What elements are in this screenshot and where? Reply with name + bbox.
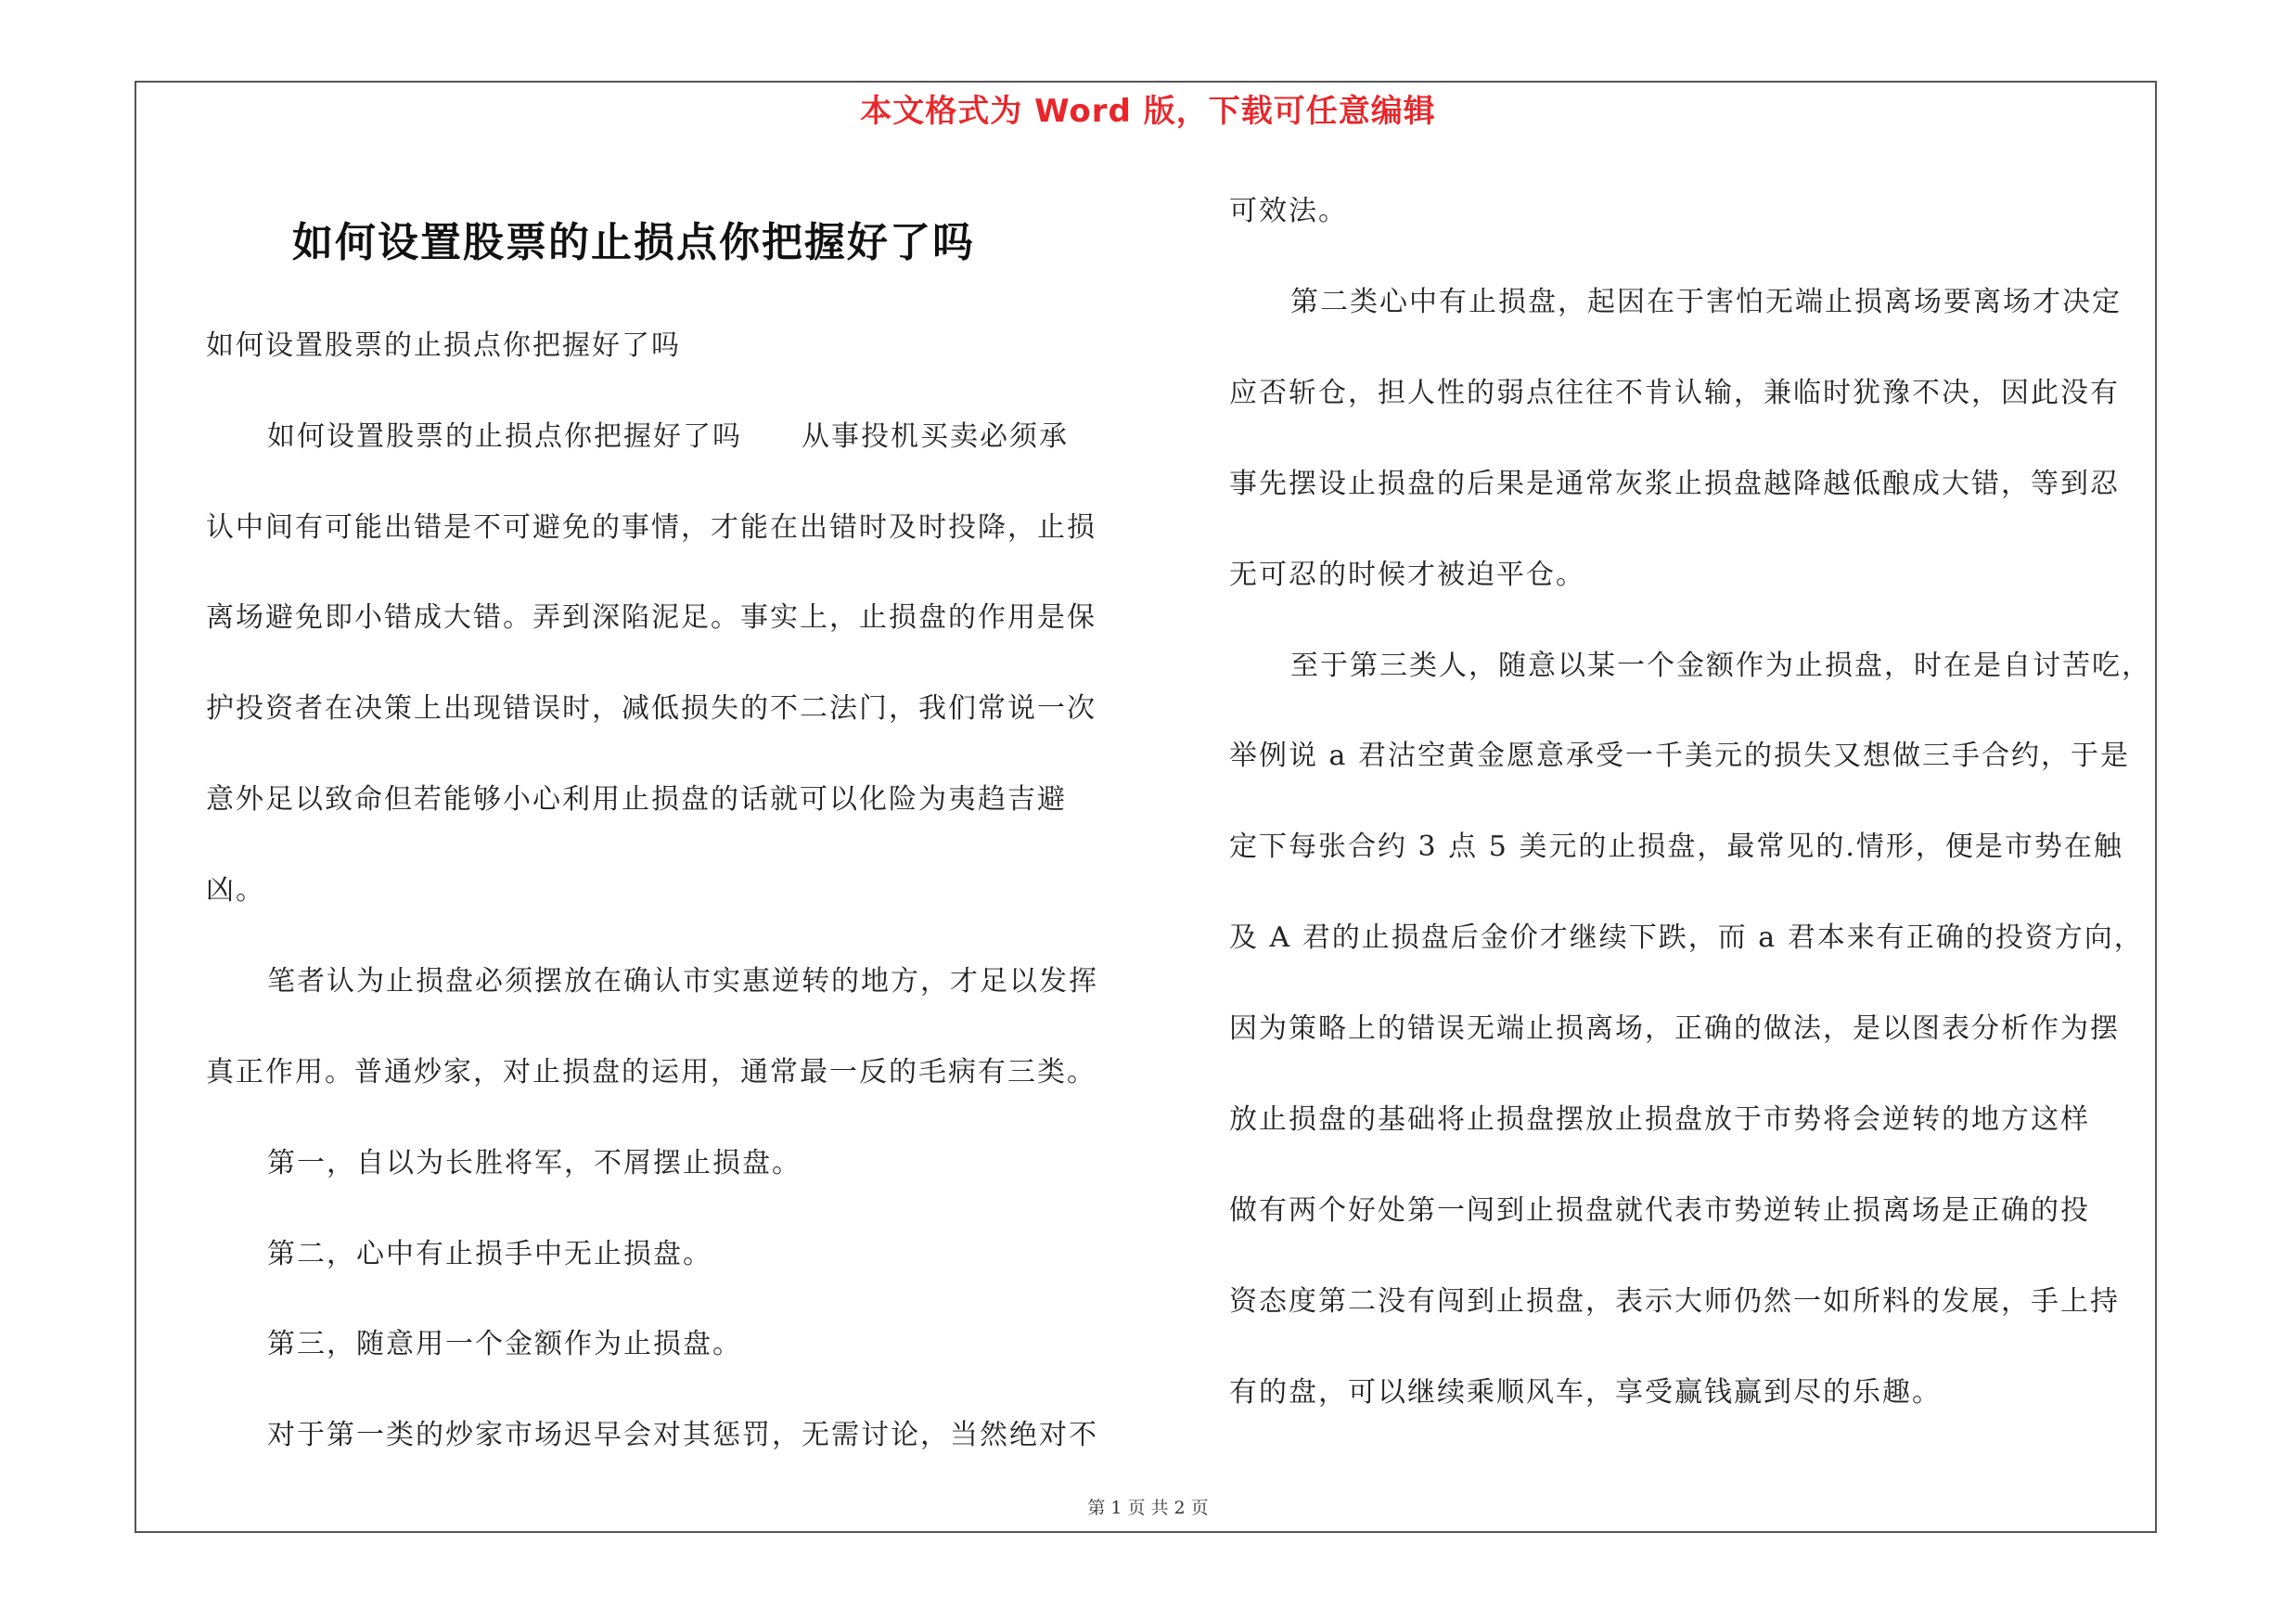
format-banner: 本文格式为 Word 版，下载可任意编辑 bbox=[860, 93, 1436, 130]
paragraph-line: 及 A 君的止损盘后金价才继续下跌，而 a 君本来有正确的投资方向， bbox=[1229, 921, 2144, 954]
paragraph-line: 第二，心中有止损手中无止损盘。 bbox=[267, 1238, 712, 1270]
paragraph-line: 对于第一类的炒家市场迟早会对其惩罚，无需讨论，当然绝对不 bbox=[267, 1419, 1098, 1451]
paragraph-line: 举例说 a 君沽空黄金愿意承受一千美元的损失又想做三手合约，于是 bbox=[1229, 740, 2130, 772]
paragraph-line: 应否斩仓，担人性的弱点往往不肯认输，兼临时犹豫不决，因此没有 bbox=[1229, 377, 2120, 409]
paragraph-line: 资态度第二没有闯到止损盘，表示大师仍然一如所料的发展，手上持 bbox=[1229, 1285, 2120, 1318]
document-title: 如何设置股票的止损点你把握好了吗 bbox=[292, 219, 975, 266]
paragraph-line: 至于第三类人，随意以某一个金额作为止损盘，时在是自讨苦吃， bbox=[1290, 650, 2151, 682]
paragraph-line: 凶。 bbox=[206, 874, 265, 907]
paragraph-line: 护投资者在决策上出现错误时，减低损失的不二法门，我们常说一次 bbox=[206, 692, 1097, 725]
paragraph-line: 第二类心中有止损盘，起因在于害怕无端止损离场要离场才决定 bbox=[1290, 286, 2122, 318]
paragraph-line: 放止损盘的基础将止损盘摆放止损盘放于市势将会逆转的地方这样 bbox=[1229, 1103, 2090, 1136]
paragraph-line: 笔者认为止损盘必须摆放在确认市实惠逆转的地方，才足以发挥 bbox=[267, 965, 1098, 998]
paragraph-line: 因为策略上的错误无端止损离场，正确的做法，是以图表分析作为摆 bbox=[1229, 1012, 2120, 1045]
paragraph-line: 第一，自以为长胜将军，不屑摆止损盘。 bbox=[267, 1147, 802, 1179]
paragraph-line: 事先摆设止损盘的后果是通常灰浆止损盘越降越低酿成大错，等到忍 bbox=[1229, 468, 2120, 500]
paragraph-line: 真正作用。普通炒家，对止损盘的运用，通常最一反的毛病有三类。 bbox=[206, 1056, 1097, 1088]
paragraph-line: 离场避免即小错成大错。弄到深陷泥足。事实上，止损盘的作用是保 bbox=[206, 601, 1097, 634]
paragraph-line: 有的盘，可以继续乘顺风车，享受赢钱赢到尽的乐趣。 bbox=[1229, 1376, 1942, 1409]
paragraph-line: 如何设置股票的止损点你把握好了吗 bbox=[206, 329, 681, 362]
paragraph-line: 如何设置股票的止损点你把握好了吗 从事投机买卖必须承 bbox=[267, 420, 1069, 453]
paragraph-line: 意外足以致命但若能够小心利用止损盘的话就可以化险为夷趋吉避 bbox=[206, 783, 1067, 816]
paragraph-line: 无可忍的时候才被迫平仓。 bbox=[1229, 559, 1585, 591]
page-number-footer: 第 1 页 共 2 页 bbox=[1087, 1498, 1209, 1518]
paragraph-line: 第三，随意用一个金额作为止损盘。 bbox=[267, 1328, 742, 1360]
paragraph-line: 定下每张合约 3 点 5 美元的止损盘，最常见的.情形，便是市势在触 bbox=[1229, 831, 2123, 863]
paragraph-line: 认中间有可能出错是不可避免的事情，才能在出错时及时投降，止损 bbox=[206, 511, 1097, 544]
paragraph-line: 可效法。 bbox=[1229, 195, 1348, 227]
paragraph-line: 做有两个好处第一闯到止损盘就代表市势逆转止损离场是正确的投 bbox=[1229, 1194, 2090, 1227]
